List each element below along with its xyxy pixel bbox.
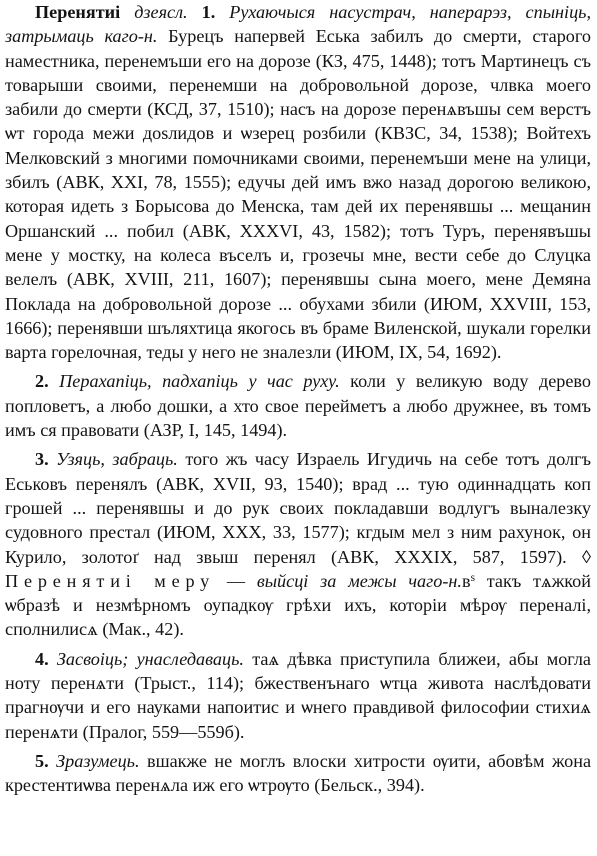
phrase-definition: выйсці за межы чаго-н. [256, 570, 462, 591]
sense-citations: того жъ часу Израель Игудичь на себе тотъ долгъ Еськовъ перенялъ (АВК, XVII, 93, 1540); врад ... тую одиннадцать коп грошей ... перенявшы и до рук своих покладавши водлугъ выналезку судовного престал (ИЮМ, XXX, 33, 1577); кгдым мел з ним рахунок, он Курило, золотоґ над звыш перенял (АВК, XXXIX, 587, 1597). [5, 449, 592, 567]
sense-number: 5. [35, 750, 49, 771]
sense-definition: Засвоіць; унаследаваць. [56, 648, 244, 669]
sense-number: 1. [201, 2, 216, 22]
entry-sense-5 [5, 749, 591, 798]
sense-number: 2. [35, 371, 49, 392]
superscript-letter: s [470, 571, 475, 584]
sense-definition: Зразумець. [56, 750, 140, 771]
sense-definition: Перахапіць, падхапіць у час руху. [59, 371, 340, 392]
sense-citations: Бурецъ напервей Еська забилъ до смерти, старого наместника, перенемъши его на дорозе (КЗ, 475, 1448); тотъ Мартинецъ съ товарыши своими, перенемши на добровольной дорозе, члвка моего забили до смерти (КСД, 37, 1510); насъ на дорозе перенѧвъшы сем верстъ ѡт города межи доsлидов и ѡзерец розбили (КВЗС, 34, 1538); Войтехъ Мелковский з многими помочниками своими, перенемъши мене на улици, збилъ (АВК, XXI, 78, 1555); едучы дей имъ вжо назад дорогою великою, которая идеть з Борысова до Менска, там дей их перенявшы ... мещанин Оршанский ... побил (АВК, XXXVI, 43, 1582); тотъ Туръ, перенявъшы мене у мостку, на колеса въселъ и, грозечы мне, вести себе до Слуцка велелъ (АВК, XVIII, 211, 1607); перенявшы сына моего, мене Демяна Поклада на добровольной дорозе ... обухами збили (ИЮМ, XXVIII, 153, 1666); перенявши шъляхтица якогось въ браме Виленской, шукали горелки варта горелочная, теды у него не зналезли (ИЮМ, IX, 54, 1692). [5, 26, 591, 363]
sense-citations: вшакже не моглъ влоски хитрости ѹити, абовѣм жона крестентиѡва перенѧла иж его ѡтрѹто (Бельск., 394). [5, 750, 592, 796]
sense-citations: коли у великую воду дерево попловетъ, а любо дошки, а хто свое перейметъ а любо дружнее, въ томъ имъ ся правовати (АЗР, I, 145, 1494). [5, 371, 591, 441]
headword: Перенятиi [35, 2, 121, 22]
sense-citations: таѧ дѣвка приступила ближеи, абы могла ноту перенѧти (Трыст., 114); бжественънаго ѡтца живота наслѣдовати прагнѹчи и его науками напоитис и ѡнего правдивой философии стихиѧ перенѧти (Пралог, 559—559б). [5, 648, 591, 742]
entry-sense-2 [5, 369, 591, 442]
entry-sense-1 [5, 0, 591, 364]
phrase-citation: такъ тѧжкой ѡбразѣ и незмѣрномъ оупадкѹ грѣхи ихъ, которiи мѣрѹ переналi, сполнилисѧ (Мак., 42). [5, 570, 591, 640]
phrase-headword: Перенятиi меру [5, 570, 216, 591]
entry-sense-3: 3. Узяць, забраць. того жъ часу Израель Игудичь на себе тотъ долгъ Еськовъ перенялъ (АВК, XVII, 93, 1540); врад ... тую одиннадцать коп грошей ... перенявшы и до рук своих покладавши водлугъ выналезку судовного престал (ИЮМ, XXX, 33, 1577); кгдым мел з ним рахунок, он Курило, золотоґ над звыш перенял (АВК, XXXIX, 587, 1597). ◊ Перенятиi меру — выйсці за межы чаго-$н.в^s$ такъ тѧжкой ѡбразѣ и незмѣрномъ оупадкѹ грѣхи ихъ, которiи мѣрѹ переналi, сполнилисѧ (Мак., 42). [5, 449, 592, 640]
sense-definition: Рухаючыся насустрач, наперарэз, спыніць, затрымаць каго-н. [5, 2, 592, 47]
sense-number: 4. [35, 648, 49, 669]
sense-definition: Узяць, забраць. [56, 449, 178, 470]
entry-sense-4 [5, 647, 591, 744]
diamond-icon: ◊ [582, 546, 591, 567]
sense-number: 3. [35, 449, 49, 470]
phrase-citation-lead: в [461, 570, 471, 591]
part-of-speech: дзеясл. [134, 2, 188, 22]
